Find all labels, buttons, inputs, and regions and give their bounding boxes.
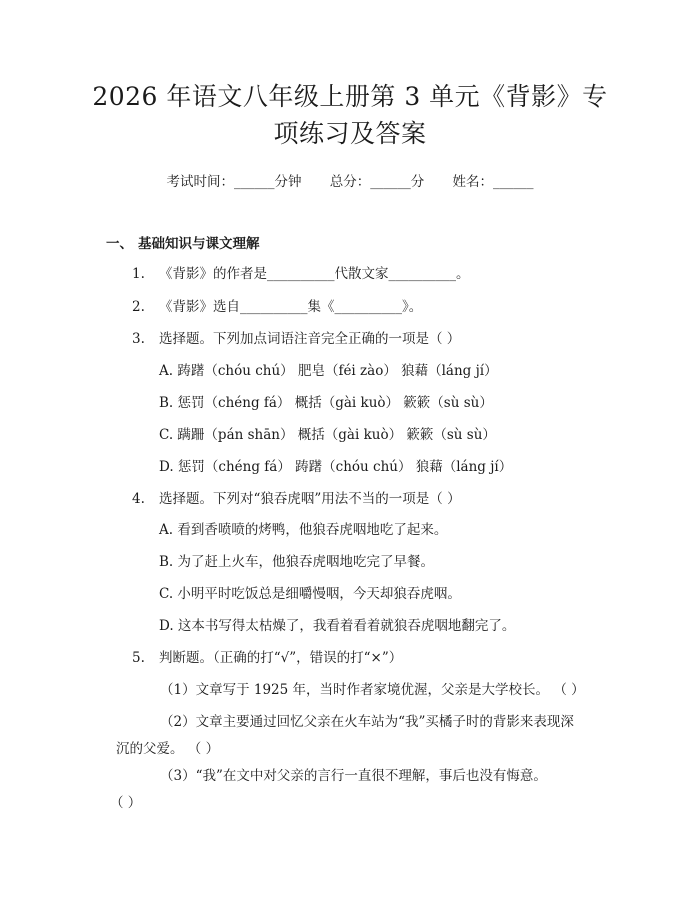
judgement-item-3: （3）“我”在文中对父亲的言行一直很不理解，事后也没有悔意。 [160, 768, 547, 784]
question-number: 1. [132, 266, 145, 282]
option-3a: A. 踌躇（chóu chú） 肥皂（féi zào） 狼藉（láng jí） [159, 363, 498, 379]
judgement-item-2-cont: 沉的父爱。 （ ） [116, 741, 220, 757]
question-number: 4. [132, 491, 145, 507]
document-title [60, 78, 640, 152]
judgement-item-2: （2）文章主要通过回忆父亲在火车站为“我”买橘子时的背影来表现深 [160, 714, 574, 730]
judgement-item-3-cont: （ ） [110, 795, 142, 811]
question-number: 3. [132, 331, 145, 347]
question-text: 《背影》的作者是__________代散文家__________。 [159, 266, 470, 282]
question-5 [132, 646, 402, 666]
section-heading [106, 232, 260, 252]
question-number: 2. [132, 299, 145, 315]
question-2 [132, 295, 422, 315]
title-line-2: 项练习及答案 [273, 119, 427, 148]
question-text: 选择题。下列对“狼吞虎咽”用法不当的一项是（ ） [159, 491, 461, 507]
option-3d: D. 惩罚（chéng fá） 踌躇（chóu chú） 狼藉（láng jí） [159, 459, 513, 475]
option-4c: C. 小明平时吃饭总是细嚼慢咽，今天却狼吞虎咽。 [159, 586, 461, 602]
option-4b: B. 为了赶上火车，他狼吞虎咽地吃完了早餐。 [159, 554, 435, 570]
exam-name: 姓名：______ [452, 174, 534, 190]
judgement-item-1: （1）文章写于 1925 年，当时作者家境优渥，父亲是大学校长。 （ ） [160, 682, 585, 698]
option-4a: A. 看到香喷喷的烤鸭，他狼吞虎咽地吃了起来。 [159, 522, 448, 538]
question-text: 选择题。下列加点词语注音完全正确的一项是（ ） [159, 331, 461, 347]
option-3c: C. 蹒跚（pán shān） 概括（gài kuò） 簌簌（sù sù） [159, 427, 496, 443]
option-4d: D. 这本书写得太枯燥了，我看着看着就狼吞虎咽地翻完了。 [159, 618, 516, 634]
exam-time: 考试时间：______分钟 [166, 174, 302, 190]
question-3 [132, 327, 460, 347]
question-number: 5. [132, 650, 145, 666]
question-1 [132, 262, 470, 282]
exam-score: 总分：______分 [329, 174, 425, 190]
question-text: 《背影》选自__________集《__________》。 [159, 299, 423, 315]
section-title: 基础知识与课文理解 [138, 236, 260, 252]
section-number: 一、 [106, 236, 133, 252]
option-3b: B. 惩罚（chéng fá） 概括（gài kuò） 簌簌（sù sù） [159, 395, 493, 411]
title-line-1: 2026 年语文八年级上册第 3 单元《背影》专 [92, 82, 608, 111]
exam-meta [0, 170, 700, 190]
question-4 [132, 487, 461, 507]
question-text: 判断题。（正确的打“√”，错误的打“×”） [159, 650, 403, 666]
